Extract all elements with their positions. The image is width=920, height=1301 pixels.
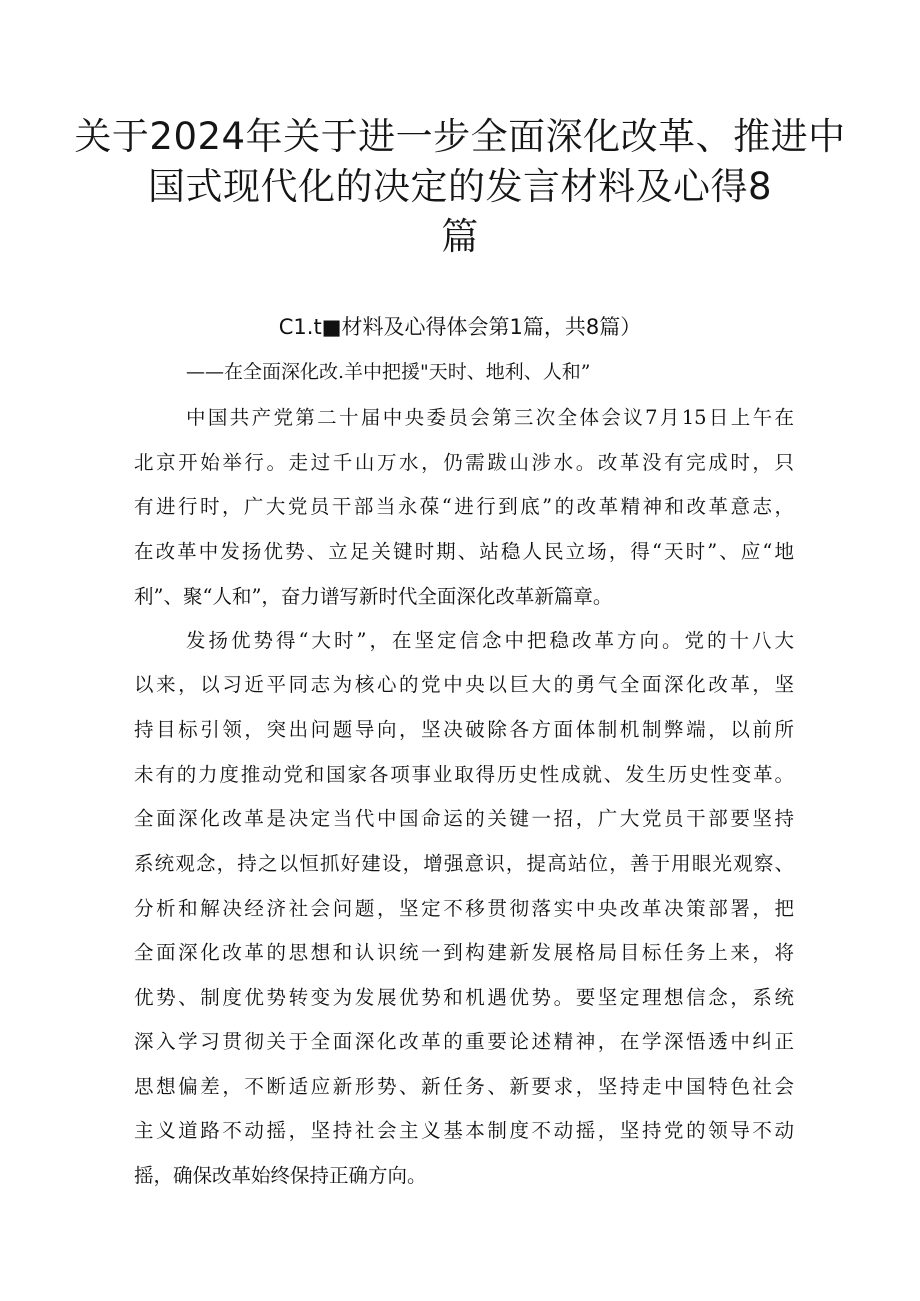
paragraph-2-line: 主义道路不动摇，坚持社会主义基本制度不动摇，坚持党的领导不动	[134, 1119, 794, 1142]
document-title	[0, 112, 920, 262]
paragraph-2-line: 思想偏差，不断适应新形势、新任务、新要求，坚持走中国特色社会	[134, 1075, 794, 1098]
paragraph-2-line: 未有的力度推动党和国家各项事业取得历史性成就、发生历史性变革。	[134, 763, 794, 786]
paragraph-2-line: 分析和解决经济社会问题，坚定不移贯彻落实中央改革决策部署，把	[134, 897, 794, 920]
paragraph-1-line: 中国共产党第二十届中央委员会第三次全体会议7月15日上午在	[186, 406, 794, 429]
paragraph-2-line: 全面深化改革是决定当代中国命运的关键一招，广大党员干部要坚持	[134, 807, 794, 830]
title-line: 国式现代化的决定的发言材料及心得8	[147, 165, 773, 208]
paragraph-2-line: 深入学习贯彻关于全面深化改革的重要论述精神，在学深悟透中纠正	[134, 1030, 794, 1053]
section-subtitle: ——在全面深化改.羊中把援"天时、地利、人和”	[186, 361, 591, 383]
paragraph-2-line: 优势、制度优势转变为发展优势和机遇优势。要坚定理想信念，系统	[134, 986, 794, 1009]
section-heading: C1.t■材料及心得体会第1篇，共8篇）	[278, 315, 642, 339]
title-line: 篇	[441, 215, 479, 258]
paragraph-1-line: 有进行时，广大党员干部当永葆“进行到底”的改革精神和改革意志，	[134, 495, 794, 518]
paragraph-2-line: 以来，以习近平同志为核心的党中央以巨大的勇气全面深化改革，坚	[134, 673, 794, 696]
paragraph-2-line: 发扬优势得“大时”，在坚定信念中把稳改革方向。党的十八大	[186, 629, 794, 652]
paragraph-1-line: 在改革中发扬优势、立足关键时期、站稳人民立场，得“天时”、应“地	[134, 540, 794, 563]
title-line: 关于2024年关于进一步全面深化改革、推进中	[74, 115, 846, 158]
paragraph-1-line: 利”、聚“人和”，奋力谱写新时代全面深化改革新篇章。	[134, 585, 613, 608]
paragraph-1-line: 北京开始举行。走过千山万水，仍需跋山涉水。改革没有完成时，只	[134, 451, 794, 474]
paragraph-2-line: 系统观念，持之以恒抓好建设，增强意识，提高站位，善于用眼光观察、	[134, 852, 794, 875]
paragraph-2-line: 全面深化改革的思想和认识统一到构建新发展格局目标任务上来，将	[134, 941, 794, 964]
paragraph-2-line: 持目标引领，突出问题导向，坚决破除各方面体制机制弊端，以前所	[134, 718, 794, 741]
paragraph-2-line: 摇，确保改革始终保持正确方向。	[134, 1164, 427, 1187]
